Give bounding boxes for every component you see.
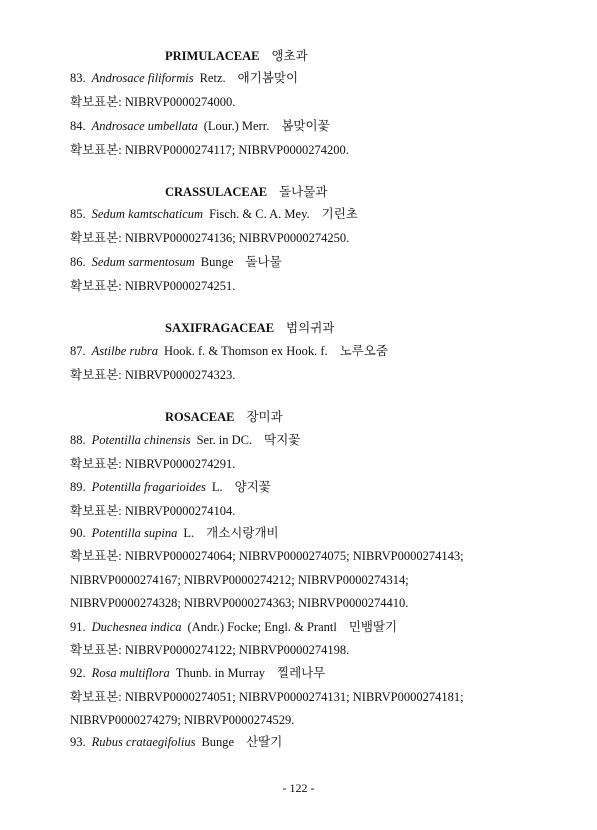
species-korean-name: 노루오줌: [339, 344, 388, 358]
species-number: 93.: [70, 735, 86, 749]
voucher-text: NIBRVP0000274328; NIBRVP0000274363; NIBRVP0000274410.: [70, 596, 409, 610]
voucher-text: NIBRVP0000274167; NIBRVP0000274212; NIBRVP0000274314;: [70, 573, 409, 587]
species-number: 91.: [70, 620, 86, 634]
voucher-text: 확보표본: NIBRVP0000274251.: [70, 279, 236, 293]
voucher-line: [70, 230, 349, 246]
species-scientific-name: Rosa multiflora: [91, 666, 170, 680]
species-entry: [70, 734, 282, 750]
species-entry: [70, 254, 282, 270]
voucher-text: 확보표본: NIBRVP0000274064; NIBRVP0000274075; NIBRVP0000274143;: [70, 549, 464, 563]
species-entry: [70, 619, 397, 635]
species-entry: [70, 525, 279, 541]
species-number: 89.: [70, 480, 86, 494]
species-entry: [70, 118, 330, 134]
voucher-line: [70, 572, 409, 588]
species-authority: L.: [183, 526, 195, 540]
species-scientific-name: Androsace umbellata: [91, 119, 198, 133]
species-korean-name: 산딸기: [246, 735, 283, 749]
species-korean-name: 애기봄맞이: [237, 71, 299, 85]
species-entry: [70, 665, 325, 681]
family-korean-name: 장미과: [246, 410, 283, 424]
species-korean-name: 돌나물: [245, 255, 282, 269]
species-scientific-name: Sedum sarmentosum: [91, 255, 195, 269]
voucher-text: NIBRVP0000274279; NIBRVP0000274529.: [70, 713, 295, 727]
species-entry: [70, 206, 358, 222]
species-scientific-name: Duchesnea indica: [91, 620, 182, 634]
voucher-line: [70, 595, 408, 611]
family-name: SAXIFRAGACEAE: [165, 321, 275, 335]
species-scientific-name: Potentilla supina: [91, 526, 178, 540]
family-name: PRIMULACEAE: [165, 49, 260, 63]
species-number: 90.: [70, 526, 86, 540]
species-korean-name: 찔레나무: [277, 666, 326, 680]
species-authority: (Andr.) Focke; Engl. & Prantl: [187, 620, 337, 634]
species-korean-name: 민뱀딸기: [348, 620, 398, 634]
family-heading: [165, 184, 327, 200]
voucher-text: 확보표본: NIBRVP0000274122; NIBRVP0000274198.: [70, 643, 350, 657]
family-name: ROSACEAE: [165, 410, 235, 424]
species-scientific-name: Androsace filiformis: [91, 71, 194, 85]
species-authority: Retz.: [199, 71, 226, 85]
species-number: 86.: [70, 255, 86, 269]
species-scientific-name: Sedum kamtschaticum: [91, 207, 204, 221]
species-number: 92.: [70, 666, 86, 680]
species-korean-name: 개소시랑개비: [206, 526, 279, 540]
species-authority: Fisch. & C. A. Mey.: [209, 207, 310, 221]
family-korean-name: 돌나물과: [279, 185, 328, 199]
family-heading: [165, 409, 283, 425]
voucher-line: [70, 503, 235, 519]
species-authority: Hook. f. & Thomson ex Hook. f.: [163, 344, 328, 358]
family-name: CRASSULACEAE: [165, 185, 268, 199]
species-scientific-name: Potentilla fragarioides: [91, 480, 206, 494]
species-number: 85.: [70, 207, 86, 221]
family-heading: [165, 320, 334, 336]
voucher-text: 확보표본: NIBRVP0000274104.: [70, 504, 236, 518]
voucher-text: 확보표본: NIBRVP0000274136; NIBRVP0000274250.: [70, 231, 350, 245]
family-korean-name: 범의귀과: [286, 321, 335, 335]
species-number: 87.: [70, 344, 86, 358]
species-entry: [70, 343, 388, 359]
species-authority: Bunge: [200, 255, 234, 269]
species-authority: (Lour.) Merr.: [203, 119, 270, 133]
species-authority: Bunge: [201, 735, 235, 749]
species-korean-name: 기린초: [321, 207, 358, 221]
family-heading: [165, 48, 308, 64]
voucher-line: [70, 548, 464, 564]
species-authority: L.: [211, 480, 223, 494]
species-korean-name: 봄맞이꽃: [281, 119, 330, 133]
family-korean-name: 앵초과: [271, 49, 308, 63]
voucher-line: [70, 689, 464, 705]
voucher-text: 확보표본: NIBRVP0000274000.: [70, 95, 236, 109]
voucher-line: [70, 367, 235, 383]
voucher-text: 확보표본: NIBRVP0000274117; NIBRVP0000274200.: [70, 143, 349, 157]
voucher-line: [70, 142, 349, 158]
voucher-line: [70, 642, 349, 658]
species-scientific-name: Rubus crataegifolius: [91, 735, 196, 749]
species-entry: [70, 432, 300, 448]
voucher-line: [70, 278, 235, 294]
species-number: 83.: [70, 71, 86, 85]
voucher-line: [70, 712, 294, 728]
voucher-line: [70, 94, 235, 110]
species-korean-name: 딱지꽃: [264, 433, 301, 447]
species-authority: Thunb. in Murray: [175, 666, 265, 680]
species-entry: [70, 70, 298, 86]
species-entry: [70, 479, 271, 495]
species-authority: Ser. in DC.: [196, 433, 253, 447]
voucher-text: 확보표본: NIBRVP0000274051; NIBRVP0000274131; NIBRVP0000274181;: [70, 690, 464, 704]
voucher-line: [70, 456, 235, 472]
species-korean-name: 양지꽃: [234, 480, 271, 494]
species-scientific-name: Potentilla chinensis: [91, 433, 191, 447]
voucher-text: 확보표본: NIBRVP0000274323.: [70, 368, 236, 382]
voucher-text: 확보표본: NIBRVP0000274291.: [70, 457, 236, 471]
species-number: 84.: [70, 119, 86, 133]
species-number: 88.: [70, 433, 86, 447]
species-scientific-name: Astilbe rubra: [91, 344, 158, 358]
page-number: - 122 -: [282, 781, 315, 795]
